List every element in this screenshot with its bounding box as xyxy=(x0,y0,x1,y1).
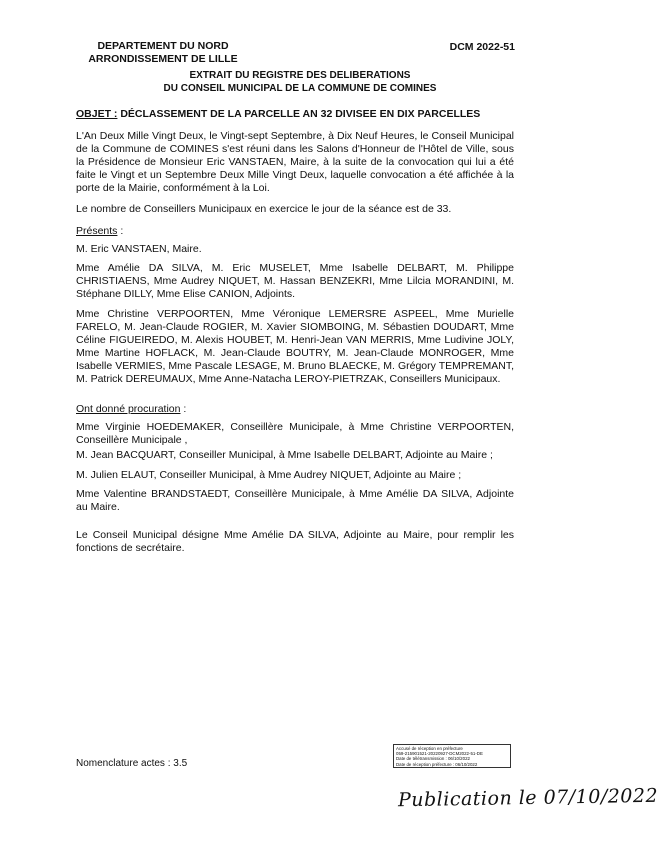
procuration-item-2: M. Jean BACQUART, Conseiller Municipal, à Mme Isabelle DELBART, Adjointe au Maire ; xyxy=(76,449,493,461)
procuration-label: Ont donné procuration xyxy=(76,403,181,415)
department-name: DEPARTEMENT DU NORD xyxy=(97,40,229,52)
presents-suffix: : xyxy=(117,225,124,237)
handwritten-publication-note: Publication le 07/10/2022 xyxy=(397,784,658,812)
stamp-line: Accusé de réception en préfecture xyxy=(396,746,463,751)
stamp-line: Date de télétransmission : 06/10/2022 xyxy=(396,756,470,762)
procuration-item-4: Mme Valentine BRANDSTAEDT, Conseillère Municipale, à Mme Amélie DA SILVA, Adjointe au Maire. xyxy=(76,488,514,514)
deliberation-reference: DCM 2022-51 xyxy=(449,41,515,53)
procuration-item-3: M. Julien ELAUT, Conseiller Municipal, à Mme Audrey NIQUET, Adjointe au Maire ; xyxy=(76,469,462,481)
department-header xyxy=(78,40,248,66)
procuration-suffix: : xyxy=(180,403,187,415)
extract-title-line1: EXTRAIT DU REGISTRE DES DELIBERATIONS xyxy=(189,70,411,81)
presents-heading xyxy=(76,225,514,238)
secretary-designation: Le Conseil Municipal désigne Mme Amélie DA SILVA, Adjointe au Maire, pour remplir les fonctions de secrétaire. xyxy=(76,529,514,555)
extract-title xyxy=(100,69,500,95)
stamp-line: Date de réception préfecture : 06/10/2022 xyxy=(396,761,478,767)
subject-text: DÉCLASSEMENT DE LA PARCELLE AN 32 DIVISEE EN DIX PARCELLES xyxy=(117,108,481,120)
councillors-count: Le nombre de Conseillers Municipaux en exercice le jour de la séance est de 33. xyxy=(76,203,452,215)
nomenclature-acts: Nomenclature actes : 3.5 xyxy=(76,758,188,769)
prefecture-receipt-stamp xyxy=(393,744,511,768)
arrondissement-name: ARRONDISSEMENT DE LILLE xyxy=(88,53,238,65)
extract-title-line2: DU CONSEIL MUNICIPAL DE LA COMMUNE DE COMINES xyxy=(163,83,437,94)
presents-maire: M. Eric VANSTAEN, Maire. xyxy=(76,243,202,255)
subject-line xyxy=(76,108,526,120)
procuration-heading xyxy=(76,403,514,416)
intro-paragraph: L'An Deux Mille Vingt Deux, le Vingt-sept Septembre, à Dix Neuf Heures, le Conseil Municipal de la Commune de COMINES s'est réuni dans les Salons d'Honneur de l'Hôtel de Ville, sous la Présidence de Monsieur Eric VANSTAEN, Maire, à la suite de la convocation qui lui a été faite le Vingt et un Septembre Deux Mille Vingt Deux, laquelle convocation a été affichée à la porte de la Mairie, conformément à la Loi. xyxy=(76,130,514,195)
stamp-line: 059-215901521-20220927-DCM2022-51-DE xyxy=(396,751,483,757)
presents-adjoints: Mme Amélie DA SILVA, M. Eric MUSELET, Mme Isabelle DELBART, M. Philippe CHRISTIAENS, Mme Audrey NIQUET, M. Hassan BENZEKRI, Mme Lilcia MORANDINI, M. Stéphane DILLY, Mme Elise CANION, Adjoints. xyxy=(76,262,514,301)
presents-conseillers: Mme Christine VERPOORTEN, Mme Véronique LEMERSRE ASPEEL, Mme Murielle FARELO, M. Jean-Claude ROGIER, M. Xavier SIOMBOING, M. Sébastien DOUDART, Mme Céline FIGUEIREDO, M. Alexis HOUBET, M. Henri-Jean VAN MERRIS, Mme Ludivine JOLY, Mme Martine HOFLACK, M. Jean-Claude BOUTRY, M. Jean-Claude MONROGER, Mme Isabelle VERMIES, Mme Pascale LESAGE, M. Bruno BLAECKE, M. Grégory TEMPREMANT, M. Patrick DEREUMAUX, Mme Anne-Natacha LEROY-PIETRZAK, Conseillers Municipaux. xyxy=(76,308,514,386)
procuration-item-1: Mme Virginie HOEDEMAKER, Conseillère Municipale, à Mme Christine VERPOORTEN, Conseillère Municipale , xyxy=(76,421,514,447)
presents-label: Présents xyxy=(76,225,118,237)
subject-label: OBJET : xyxy=(76,108,118,120)
